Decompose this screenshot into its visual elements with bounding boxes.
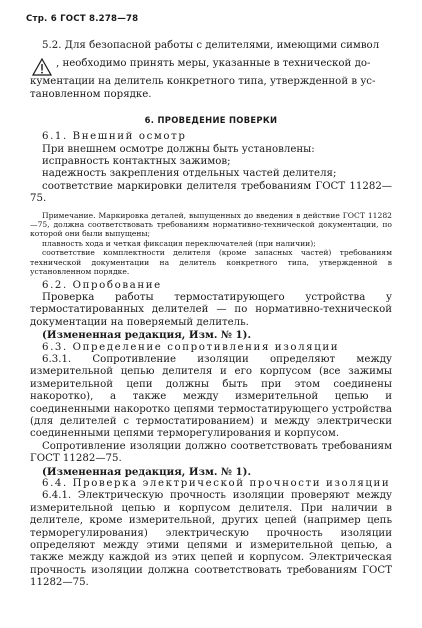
text-6-3-2: Сопротивление изоляции должно соответствовать требованиям ГОСТ 11282—75.	[30, 440, 392, 465]
text-6-4-1: 6.4.1. Электрическую прочность изоляции проверяют между измерительной цепью и корпусом делителя. При наличии в делителе, кроме измерительной, других цепей (например цепь терморегулирования) электрическую прочность изоляции определяют между этими цепями и измерительной цепью, а также между каждой из этих цепей и корпусом. Электрическая прочность изоляции должна соответствовать требованиям ГОСТ 11282—75.	[30, 490, 392, 589]
text-6-1-l2: исправность контактных зажимов;	[42, 156, 231, 168]
heading-6-3: 6.3. Определение сопротивления изоляции	[42, 341, 340, 353]
para-5-2-line3: кументации на делитель конкретного типа, утвержденной в ус-	[30, 76, 376, 88]
page-header: Стр. 6 ГОСТ 8.278—78	[26, 14, 139, 24]
para-5-2-line1: 5.2. Для безопасной работы с делителями, имеющими символ	[42, 40, 380, 51]
document-body	[30, 40, 392, 590]
text-6-1-l4: соответствие маркировки делителя требованиям ГОСТ 11282—75.	[30, 180, 392, 205]
warning-row	[30, 58, 392, 76]
edition-note-6-3: (Измененная редакция, Изм. № 1).	[42, 465, 252, 478]
note-2: плавность хода и четкая фиксация переключателей (при наличии);	[42, 238, 316, 248]
edition-note-6-2: (Измененная редакция, Изм. № 1).	[42, 329, 252, 342]
text-6-1-l1: При внешнем осмотре должны быть установлены:	[42, 143, 315, 155]
note-3: соответствие комплектности делителя (кроме запасных частей) требованиям технической документации на делитель конкретного типа, утвержденной в установленном порядке.	[30, 248, 392, 277]
text-6-2: Проверка работы термостатирующего устройства у термостатированных делителей — по нормативно-технической документации на поверяемый делитель.	[30, 291, 392, 328]
warning-triangle-icon	[32, 58, 52, 76]
note-1: Примечание. Маркировка деталей, выпущенных до введения в действие ГОСТ 11282—75, должна соответствовать требованиям нормативно-технической документации, по которой они были выпущены;	[30, 210, 392, 239]
para-5-2-line2: , необходимо принять меры, указанные в технической до-	[56, 58, 371, 70]
text-6-3-1: 6.3.1. Сопротивление изоляции определяют между измерительной цепью делителя и его корпусом (все зажимы измерительной цепи должны быть при этом соединены накоротко), а также между измерительной цепью и соединенными накоротко цепями термостатирующего устройства (для делителей с термостатированием) и между электрически соединенными цепями терморегулирования и корпусом.	[30, 353, 392, 440]
section-6-title: 6. ПРОВЕДЕНИЕ ПОВЕРКИ	[144, 115, 278, 126]
para-5-2-line4: тановленном порядке.	[30, 88, 152, 100]
heading-6-4: 6.4. Проверка электрической прочности изоляции	[42, 478, 391, 489]
heading-6-2: 6.2. Опробование	[42, 279, 162, 291]
text-6-1-l3: надежность закрепления отдельных частей делителя;	[42, 168, 337, 180]
heading-6-1: 6.1. Внешний осмотр	[42, 131, 187, 143]
